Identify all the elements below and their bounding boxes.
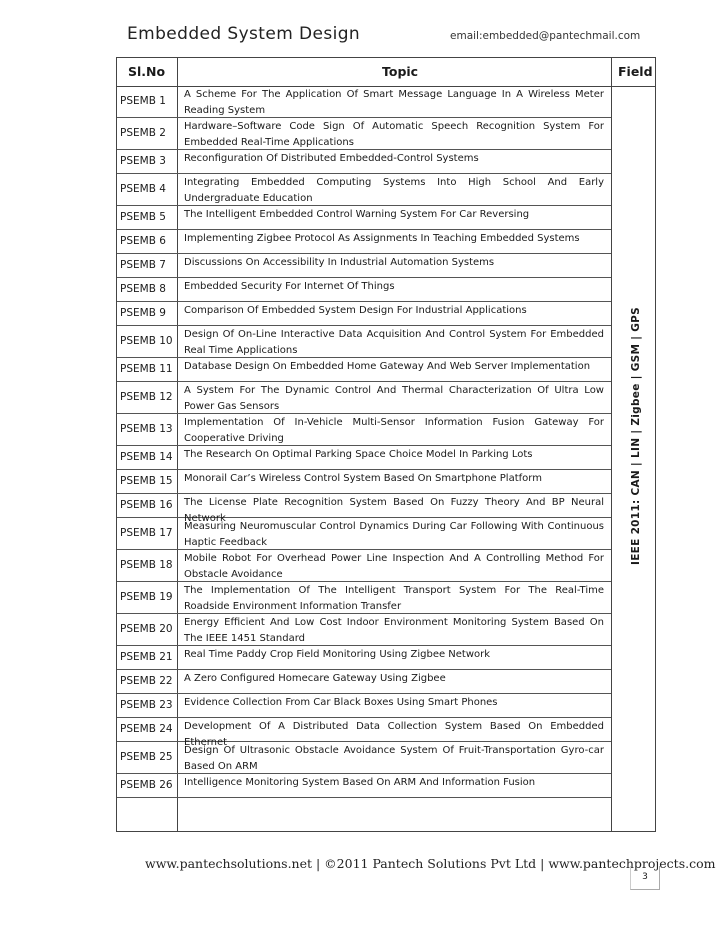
column-header-field: Field	[618, 64, 653, 79]
row-topic: Energy Efficient And Low Cost Indoor Environment Monitoring System Based On The IEEE 1451 Standard	[184, 617, 604, 644]
table-row	[117, 646, 611, 670]
table-row	[117, 446, 611, 470]
row-slno: PSEMB 1	[120, 95, 166, 107]
table-row	[117, 278, 611, 302]
table-row	[117, 470, 611, 494]
row-slno: PSEMB 3	[120, 155, 166, 167]
row-topic: The Research On Optimal Parking Space Choice Model In Parking Lots	[184, 449, 533, 460]
table-row	[117, 254, 611, 278]
row-slno: PSEMB 14	[120, 451, 173, 463]
table-row	[117, 550, 611, 582]
row-slno: PSEMB 13	[120, 423, 173, 435]
row-topic: A Scheme For The Application Of Smart Message Language In A Wireless Meter Reading System	[184, 89, 604, 116]
row-topic: The Implementation Of The Intelligent Transport System For The Real-Time Roadside Environment Information Transfer	[184, 585, 604, 612]
table-row	[117, 670, 611, 694]
column-divider-field	[611, 58, 612, 831]
page-number: 3	[630, 866, 660, 890]
table-row	[117, 518, 611, 550]
table-row	[117, 494, 611, 524]
row-topic: Measuring Neuromuscular Control Dynamics During Car Following With Continuous Haptic Feedback	[184, 521, 604, 548]
table-row	[117, 774, 611, 798]
table-row	[117, 614, 611, 646]
row-topic: Real Time Paddy Crop Field Monitoring Using Zigbee Network	[184, 649, 491, 660]
row-slno: PSEMB 2	[120, 127, 166, 139]
row-slno: PSEMB 21	[120, 651, 173, 663]
row-topic: Discussions On Accessibility In Industrial Automation Systems	[184, 257, 495, 268]
header-email: email:embedded@pantechmail.com	[450, 30, 641, 42]
table-row	[117, 414, 611, 446]
topics-table	[116, 57, 656, 832]
row-topic: Implementing Zigbee Protocol As Assignments In Teaching Embedded Systems	[184, 233, 580, 244]
table-header-row	[117, 58, 655, 87]
document-title: Embedded System Design	[127, 24, 361, 44]
row-topic: Design Of Ultrasonic Obstacle Avoidance System Of Fruit-Transportation Gyro-car Based On ARM	[184, 745, 604, 772]
row-slno: PSEMB 6	[120, 235, 166, 247]
row-topic: Reconfiguration Of Distributed Embedded-Control Systems	[184, 153, 479, 164]
field-vertical-text: IEEE 2011: CAN | LIN | Zigbee | GSM | GPS	[630, 306, 642, 565]
table-row	[117, 118, 611, 150]
table-row	[117, 694, 611, 718]
row-topic: A System For The Dynamic Control And Thermal Characterization Of Ultra Low Power Gas Sensors	[184, 385, 604, 412]
row-slno: PSEMB 12	[120, 391, 173, 403]
row-slno: PSEMB 26	[120, 779, 173, 791]
row-topic: Development Of A Distributed Data Collection System Based On Embedded Ethernet	[184, 721, 604, 748]
row-topic: Integrating Embedded Computing Systems Into High School And Early Undergraduate Education	[184, 177, 604, 204]
table-row	[117, 230, 611, 254]
row-slno: PSEMB 22	[120, 675, 173, 687]
row-slno: PSEMB 18	[120, 559, 173, 571]
table-row	[117, 86, 611, 118]
row-slno: PSEMB 17	[120, 527, 173, 539]
row-topic: Implementation Of In-Vehicle Multi-Sensor Information Fusion Gateway For Cooperative Driving	[184, 417, 604, 444]
column-header-slno: Sl.No	[128, 64, 166, 79]
row-topic: Intelligence Monitoring System Based On ARM And Information Fusion	[184, 777, 536, 788]
table-row	[117, 326, 611, 358]
row-topic: Database Design On Embedded Home Gateway And Web Server Implementation	[184, 361, 591, 372]
row-topic: Hardware–Software Code Sign Of Automatic Speech Recognition System For Embedded Real-Time Applications	[184, 121, 604, 148]
row-slno: PSEMB 5	[120, 211, 166, 223]
row-slno: PSEMB 10	[120, 335, 173, 347]
table-row	[117, 174, 611, 206]
column-header-topic: Topic	[382, 64, 419, 79]
table-row	[117, 582, 611, 614]
row-topic: A Zero Configured Homecare Gateway Using Zigbee	[184, 673, 446, 684]
row-slno: PSEMB 24	[120, 723, 173, 735]
row-slno: PSEMB 20	[120, 623, 173, 635]
row-slno: PSEMB 11	[120, 363, 173, 375]
row-topic: Comparison Of Embedded System Design For Industrial Applications	[184, 305, 527, 316]
row-slno: PSEMB 4	[120, 183, 166, 195]
row-topic: Mobile Robot For Overhead Power Line Inspection And A Controlling Method For Obstacle Avoidance	[184, 553, 604, 580]
row-topic: Embedded Security For Internet Of Things	[184, 281, 395, 292]
table-row	[117, 358, 611, 382]
table-row	[117, 742, 611, 774]
row-topic: Monorail Car’s Wireless Control System Based On Smartphone Platform	[184, 473, 542, 484]
row-topic: The Intelligent Embedded Control Warning System For Car Reversing	[184, 209, 530, 220]
table-row	[117, 382, 611, 414]
row-slno: PSEMB 23	[120, 699, 173, 711]
row-slno: PSEMB 15	[120, 475, 173, 487]
row-topic: Evidence Collection From Car Black Boxes Using Smart Phones	[184, 697, 498, 708]
table-row	[117, 150, 611, 174]
row-slno: PSEMB 8	[120, 283, 166, 295]
table-row	[117, 302, 611, 326]
row-topic: Design Of On-Line Interactive Data Acquisition And Control System For Embedded Real Time Applications	[184, 329, 604, 356]
table-row	[117, 718, 611, 748]
row-slno: PSEMB 16	[120, 499, 173, 511]
table-row	[117, 206, 611, 230]
row-slno: PSEMB 25	[120, 751, 173, 763]
footer-text: www.pantechsolutions.net | ©2011 Pantech Solutions Pvt Ltd | www.pantechprojects.com	[145, 856, 716, 871]
row-slno: PSEMB 7	[120, 259, 166, 271]
row-slno: PSEMB 19	[120, 591, 173, 603]
row-slno: PSEMB 9	[120, 307, 166, 319]
row-topic: The License Plate Recognition System Based On Fuzzy Theory And BP Neural Network	[184, 497, 604, 524]
